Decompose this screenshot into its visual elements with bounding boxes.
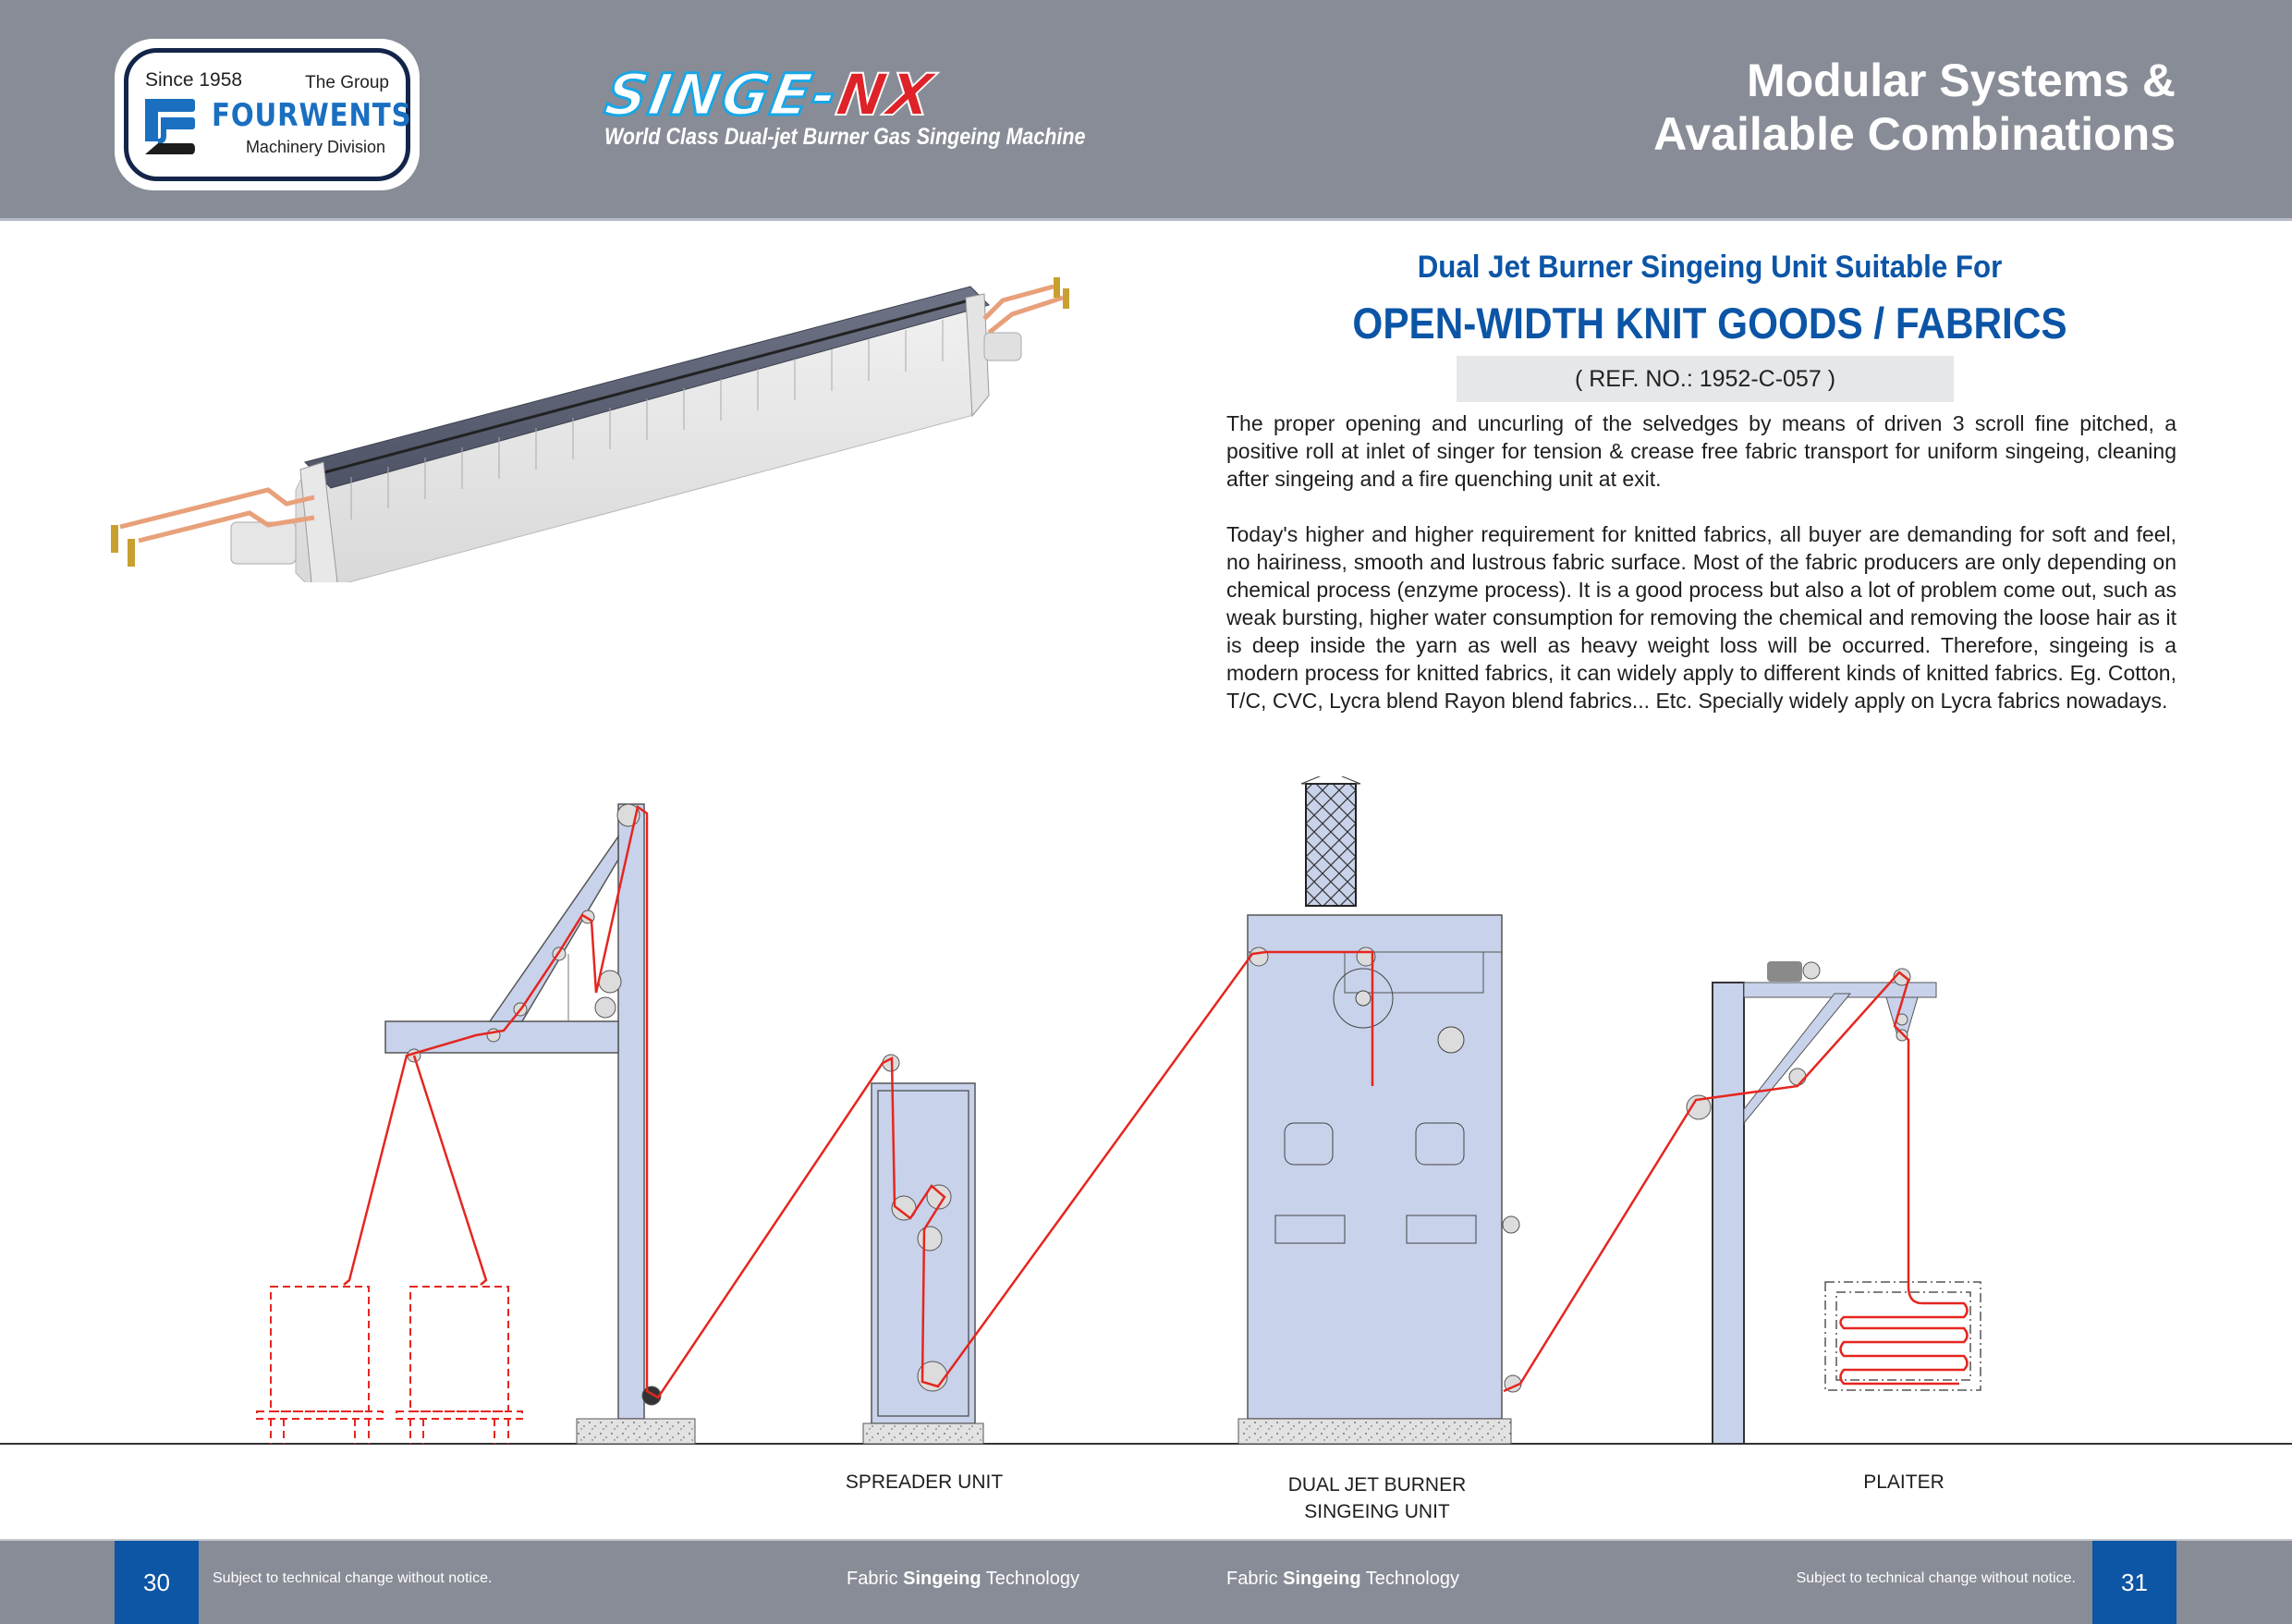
inlet-j-scray-frame [385, 804, 695, 1444]
inlet-diagonal-brace [490, 836, 618, 1021]
description-paragraph-2: Today's higher and higher requirement for knitted fabrics, all buyer are demanding for soft and feel, no hairiness, smooth and lustrous fabric surface. Most of the fabric producers are only depending on chemical process (enzyme process). It is a good process but also a lot of problem come out, such as weak bursting, higher water consumption for removing the chemical and removing the loose hair as it is deep inside the yarn as well as heavy weight loss will be occurred. Therefore, singeing is a modern process for knitted fabrics, it can widely apply to different kinds of knitted fabrics. Eg. Cotton, T/C, CVC, Lycra blend Rayon blend fabrics... Etc. Specially widely apply on Lycra fabrics nowadays. [1226, 522, 2176, 713]
plaiter-cart [1825, 1282, 1981, 1390]
plaiter-unit [1687, 961, 1981, 1444]
logo-f-mark-icon [145, 99, 195, 154]
brand-wordmark [601, 61, 940, 128]
company-logo [115, 39, 420, 190]
tech-bold: Singeing [903, 1569, 981, 1589]
tech-prefix: Fabric [1226, 1569, 1284, 1589]
label-singeing-unit-line1: DUAL JET BURNER [1287, 1474, 1467, 1496]
exhaust-chimney [1306, 784, 1356, 906]
page-number-right: 31 [2092, 1541, 2176, 1624]
fabric-trolleys [257, 1287, 522, 1444]
logo-group: The Group [305, 73, 389, 92]
brand-tagline: World Class Dual-jet Burner Gas Singeing Machine [604, 124, 1086, 150]
inlet-column-base [577, 1419, 695, 1444]
tech-suffix: Technology [1360, 1569, 1459, 1589]
label-plaiter: PLAITER [1863, 1471, 1945, 1493]
footer-tech-right [1226, 1569, 1459, 1590]
logo-division: Machinery Division [245, 138, 385, 156]
singeing-unit [1238, 776, 1521, 1444]
label-singeing-unit [1238, 1471, 1516, 1525]
singeing-unit-housing [1248, 915, 1502, 1419]
plaiter-motor [1767, 961, 1802, 982]
brand-title-accent: NX [832, 61, 940, 128]
description-paragraph-1: The proper opening and uncurling of the selvedges by means of driven 3 scroll fine pitched, a positive roll at inlet of singer for tension & crease free fabric transport for uniform singeing, cleaning after singeing and a fire quenching unit at exit. [1226, 411, 2176, 491]
logo-since: Since 1958 [145, 69, 243, 91]
logo-frame [124, 48, 410, 181]
inlet-arm [385, 1021, 618, 1053]
tech-prefix: Fabric [847, 1569, 904, 1589]
brand-title-main: SINGE- [600, 61, 845, 128]
footer-tech-left [847, 1569, 1079, 1590]
product-brand [600, 61, 1086, 163]
page-title-line1: Modular Systems & [1746, 55, 2176, 106]
trolley-2 [410, 1287, 508, 1411]
label-singeing-unit-line2: SINGEING UNIT [1304, 1501, 1450, 1522]
process-line-diagram [0, 776, 2292, 1479]
page-number-left: 30 [115, 1541, 199, 1624]
notice-right: Subject to technical change without notice. [1796, 1570, 2076, 1586]
tech-bold: Singeing [1283, 1569, 1361, 1589]
trolley-1 [271, 1287, 369, 1411]
notice-left: Subject to technical change without notice. [213, 1570, 493, 1586]
page-title-line2: Available Combinations [1653, 108, 2176, 160]
burner-unit-render [102, 277, 1081, 582]
label-spreader-unit: SPREADER UNIT [845, 1471, 1004, 1493]
footer-band [0, 1539, 2292, 1624]
header-band [0, 0, 2292, 221]
reference-number: ( REF. NO.: 1952-C-057 ) [1457, 356, 1954, 402]
inlet-column [618, 804, 644, 1419]
page-title [1653, 54, 2176, 161]
logo-name: FOURWENTS [212, 97, 412, 134]
main-heading: OPEN-WIDTH KNIT GOODS / FABRICS [1352, 299, 2067, 348]
sub-heading: Dual Jet Burner Singeing Unit Suitable For [1417, 250, 2003, 285]
tech-suffix: Technology [981, 1569, 1079, 1589]
